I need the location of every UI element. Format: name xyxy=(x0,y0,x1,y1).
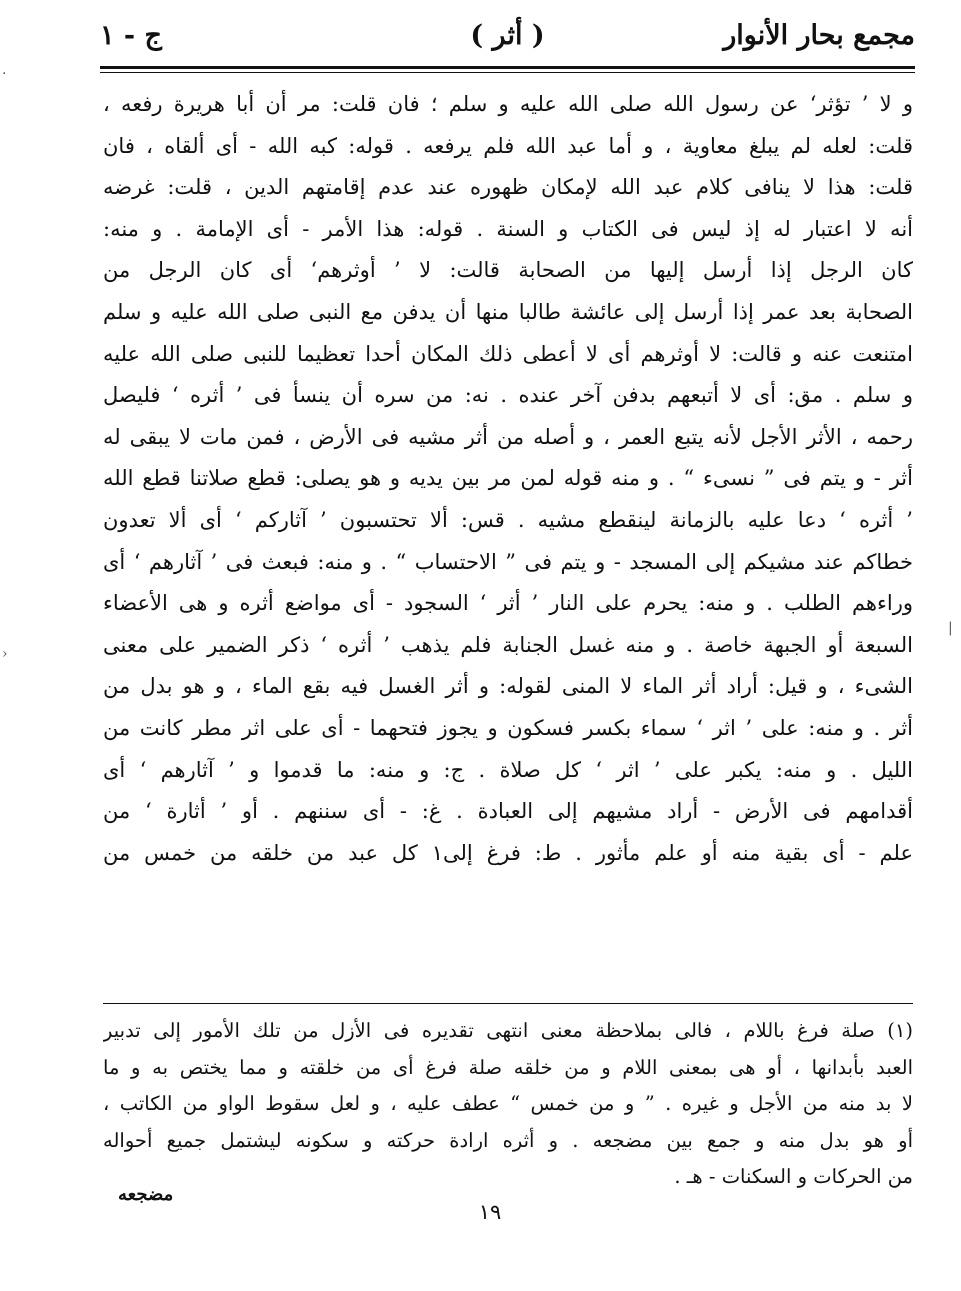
text-line: قلت: لعله لم يبلغ معاوية ، و أما عبد الله فلم يرفعه . قوله: كبه الله - أى ألقاه ، فان xyxy=(103,133,913,158)
text-line: ’ أثره ‘ دعا عليه بالزمانة لينقطع مشيه . قس: ألا تحتسبون ’ آثاركم ‘ أى ألا تعدون xyxy=(103,507,913,532)
text-line: الشىء ، و قيل: أراد أثر الماء لا المنى لقوله: و أثر الغسل فيه بقع الماء ، و هو بدل من xyxy=(103,674,913,699)
footnote-line: أو هو بدل منه و جمع بين مضجعه . و أثره ارادة حركته و سكونه ليشتمل جميع أحواله xyxy=(103,1128,913,1152)
text-line: الليل . و منه: يكبر على ’ اثر ‘ كل صلاة . ج: و منه: ما قدموا و ’ آثارهم ‘ أى xyxy=(103,757,913,782)
footnote-rule xyxy=(103,1003,913,1004)
text-line: أثر - و يتم فى ” نسىء “ . و منه قوله لمن مر بين يديه و هو يصلى: قطع صلاتنا قطع الله xyxy=(103,466,913,491)
header-rule-thin xyxy=(100,72,915,73)
header-rule-thick xyxy=(100,66,915,69)
text-line: رحمه ، الأثر الأجل لأنه يتبع العمر ، و أصله من أثر مشيه فى الأرض ، فمن مات لا يبقى له xyxy=(103,424,913,449)
book-title: مجمع بحار الأنوار xyxy=(723,20,915,51)
margin-tick: › xyxy=(2,646,8,662)
text-line: الصحابة بعد عمر إذا أرسل إلى عائشة طالبا منها أن يدفن مع النبى صلى الله عليه و سلم xyxy=(103,299,913,324)
text-line: امتنعت عنه و قالت: لا أوثرهم أى لا أعطى ذلك المكان أحدا تعظيما للنبى صلى الله عليه xyxy=(103,341,913,366)
volume-label: ج - ١ xyxy=(100,20,162,51)
text-line: علم - أى بقية منه أو علم مأثور . ط: فرغ إلى١ كل عبد من خلقه من خمس من xyxy=(103,840,913,865)
text-line: كان الرجل إذا أرسل إليها من الصحابة قالت: لا ’ أوثرهم‘ أى كان الرجل من xyxy=(103,258,913,283)
text-line: خطاكم عند مشيكم إلى المسجد - و يتم فى ” الاحتساب “ . و منه: فبعث فى ’ آثارهم ‘ أى xyxy=(103,549,913,574)
text-line: وراءهم الطلب . و منه: يحرم على النار ’ أثر ‘ السجود - أى مواضع أثره و هى الأعضاء xyxy=(103,591,913,616)
footnote-line: من الحركات و السكنات - هـ . xyxy=(674,1165,913,1188)
text-line: السبعة أو الجبهة خاصة . و منه غسل الجنابة فلم يذهب ’ أثره ‘ ذكر الضمير على معنى xyxy=(103,632,913,657)
margin-tick: · xyxy=(2,66,7,82)
text-line: أقدامهم فى الأرض - أراد مشيهم إلى العبادة . غ: - أى سننهم . أو ’ أثارة ‘ من xyxy=(103,799,913,824)
main-text xyxy=(103,84,913,874)
page-header xyxy=(100,14,915,58)
margin-tick: | xyxy=(948,620,953,636)
footnote-line: (١) صلة فرغ باللام ، فالى بملاحظة معنى انتهى تقديره فى الأزل من تلك الأمور إلى تدبير xyxy=(103,1019,913,1042)
text-line: أثر . و منه: على ’ اثر ‘ سماء بكسر فسكون و يجوز فتحهما - أى على اثر مطر كانت من xyxy=(103,715,913,740)
footnote-line: العبد بأبدانها ، أو هى بمعنى اللام و من خلقه صلة فرغ أى من خلقته و مما يختص به و ما xyxy=(103,1055,913,1079)
footnote-block xyxy=(103,1013,913,1196)
page-number: ١٩ xyxy=(478,1200,502,1224)
catchword: مضجعه xyxy=(118,1184,174,1205)
text-line: أنه لا اعتبار له إذ ليس فى الكتاب و السنة . قوله: هذا الأمر - أى الإمامة . و منه: xyxy=(103,216,913,241)
footnote-line: لا بد منه من الأجل و غيره . ” و من خمس “ عطف عليه ، و لعل سقوط الواو من الكاتب ، xyxy=(103,1092,913,1115)
entry-word: ( أثر ) xyxy=(470,20,545,51)
text-line: و لا ’ تؤثر‘ عن رسول الله صلى الله عليه و سلم ؛ فان قلت: مر أن أبا هريرة رفعه ، xyxy=(103,92,913,116)
text-line: قلت: هذا لا ينافى كلام عبد الله لإمكان ظهوره عند عدم إقامتهم الدين ، قلت: غرضه xyxy=(103,175,913,200)
text-line: و سلم . مق: أى لا أتبعهم بدفن آخر عنده . نه: من سره أن ينسأ فى ’ أثره ‘ فليصل xyxy=(103,383,913,408)
